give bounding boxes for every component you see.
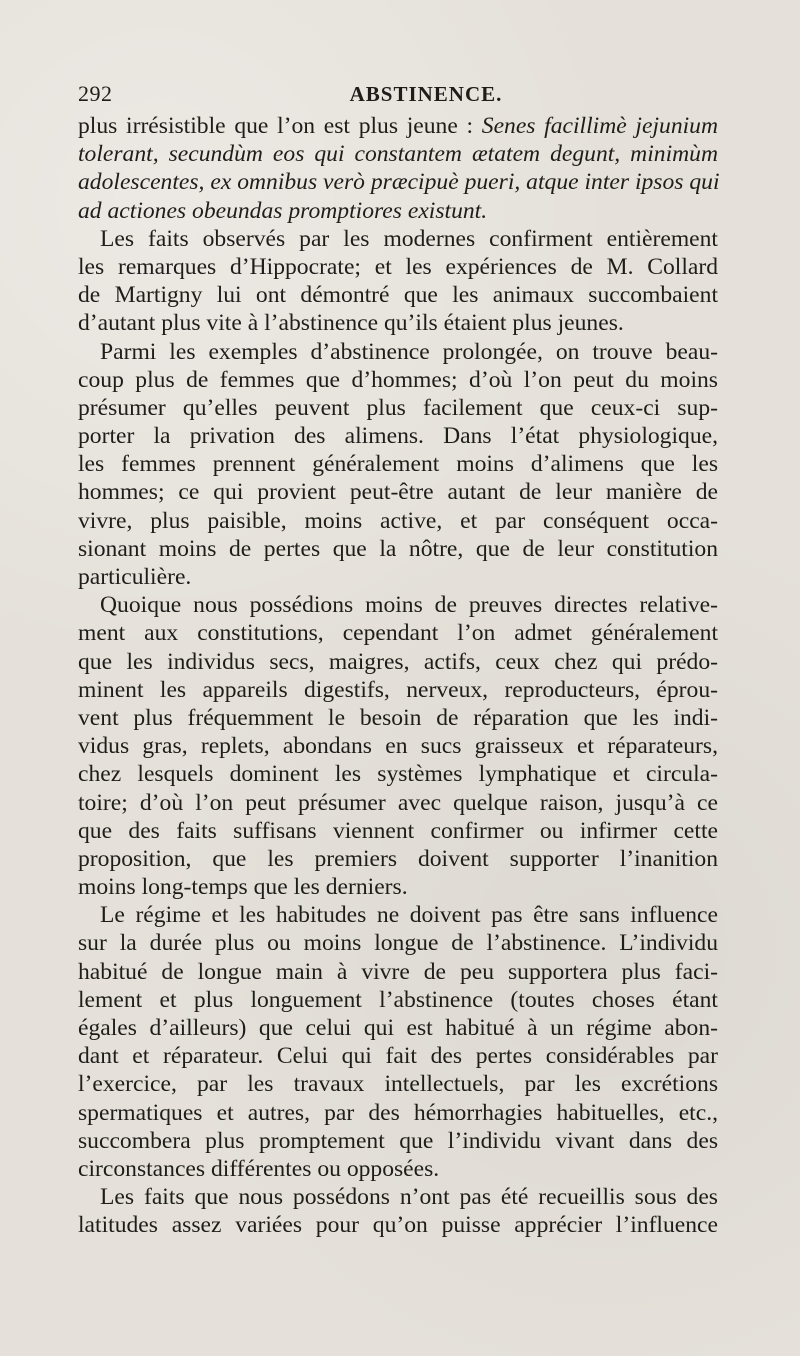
text-line: vidus gras, replets, abondans en sucs graisseux et réparateurs, [78,733,718,760]
text-line: porter la privation des alimens. Dans l’état physiologique, [78,423,718,450]
text-line: Parmi les exemples d’abstinence prolongée, on trouve beau- [100,338,718,365]
text-line: lement et plus longuement l’abstinence (toutes choses étant [78,986,718,1013]
roman-text: plus irrésistible que l’on est plus jeune : [78,113,482,139]
text-line: chez lesquels dominent les systèmes lymphatique et circula- [78,761,718,788]
text-line: moins long-temps que les derniers. [78,874,408,901]
text-line: les remarques d’Hippocrate; et les expériences de M. Collard [78,253,718,280]
page-number: 292 [78,81,113,106]
text-line: dant et réparateur. Celui qui fait des pertes considérables par [78,1043,718,1070]
latin-quotation-line: tolerant, secundùm eos qui constantem ætatem degunt, minimùm [78,141,718,168]
latin-quotation-line: ad actiones obeundas promptiores existunt. [78,197,488,224]
body-text [78,112,718,1240]
text-line: circonstances différentes ou opposées. [78,1155,440,1182]
text-line [78,112,718,140]
text-line: que des faits suffisans viennent confirmer ou infirmer cette [78,817,718,844]
text-line: Les faits que nous possédons n’ont pas été recueillis sous des [100,1184,718,1211]
text-line: minent les appareils digestifs, nerveux, reproducteurs, éprou- [78,676,718,703]
text-line: sionant moins de pertes que la nôtre, que de leur constitution [78,535,718,562]
latin-quotation-line: adolescentes, ex omnibus verò præcipuè pueri, atque inter ipsos qui [78,169,720,196]
text-line: présumer qu’elles peuvent plus facilement que ceux-ci sup- [78,394,718,421]
text-line: toire; d’où l’on peut présumer avec quelque raison, jusqu’à ce [78,789,718,816]
text-line: habitué de longue main à vivre de peu supportera plus faci- [78,958,718,985]
latin-quotation: Senes facillimè jejunium [481,113,719,139]
text-line: ment aux constitutions, cependant l’on admet généralement [78,620,718,647]
text-line: Le régime et les habitudes ne doivent pas être sans influence [100,902,718,929]
running-head: ABSTINENCE. [349,82,503,106]
text-line: Les faits observés par les modernes confirment entièrement [100,225,718,252]
text-line: d’autant plus vite à l’abstinence qu’ils étaient plus jeunes. [78,310,624,337]
page-header [78,80,718,108]
text-line: égales d’ailleurs) que celui qui est habitué à un régime abon- [78,1015,718,1041]
text-line: proposition, que les premiers doivent supporter l’inanition [78,845,718,872]
text-line: hommes; ce qui provient peut-être autant de leur manière de [78,479,718,506]
text-line: que les individus secs, maigres, actifs, ceux chez qui prédo- [78,648,718,675]
text-line: succombera plus promptement que l’individu vivant dans des [78,1127,718,1154]
text-line: latitudes assez variées pour qu’on puisse apprécier l’influence [78,1212,718,1239]
text-line: les femmes prennent généralement moins d’alimens que les [78,451,718,478]
text-line: sur la durée plus ou moins longue de l’abstinence. L’individu [78,930,718,957]
text-line: particulière. [78,564,192,590]
text-line: de Martigny lui ont démontré que les animaux succombaient [78,282,718,309]
text-line: vent plus fréquemment le besoin de réparation que les indi- [78,704,718,731]
text-line: vivre, plus paisible, moins active, et par conséquent occa- [78,507,718,534]
text-line: Quoique nous possédions moins de preuves directes relative- [100,592,718,619]
text-line: spermatiques et autres, par des hémorrhagies habituelles, etc., [78,1099,718,1126]
text-line: l’exercice, par les travaux intellectuels, par les excrétions [78,1071,718,1098]
text-line: coup plus de femmes que d’hommes; d’où l’on peut du moins [78,366,718,393]
